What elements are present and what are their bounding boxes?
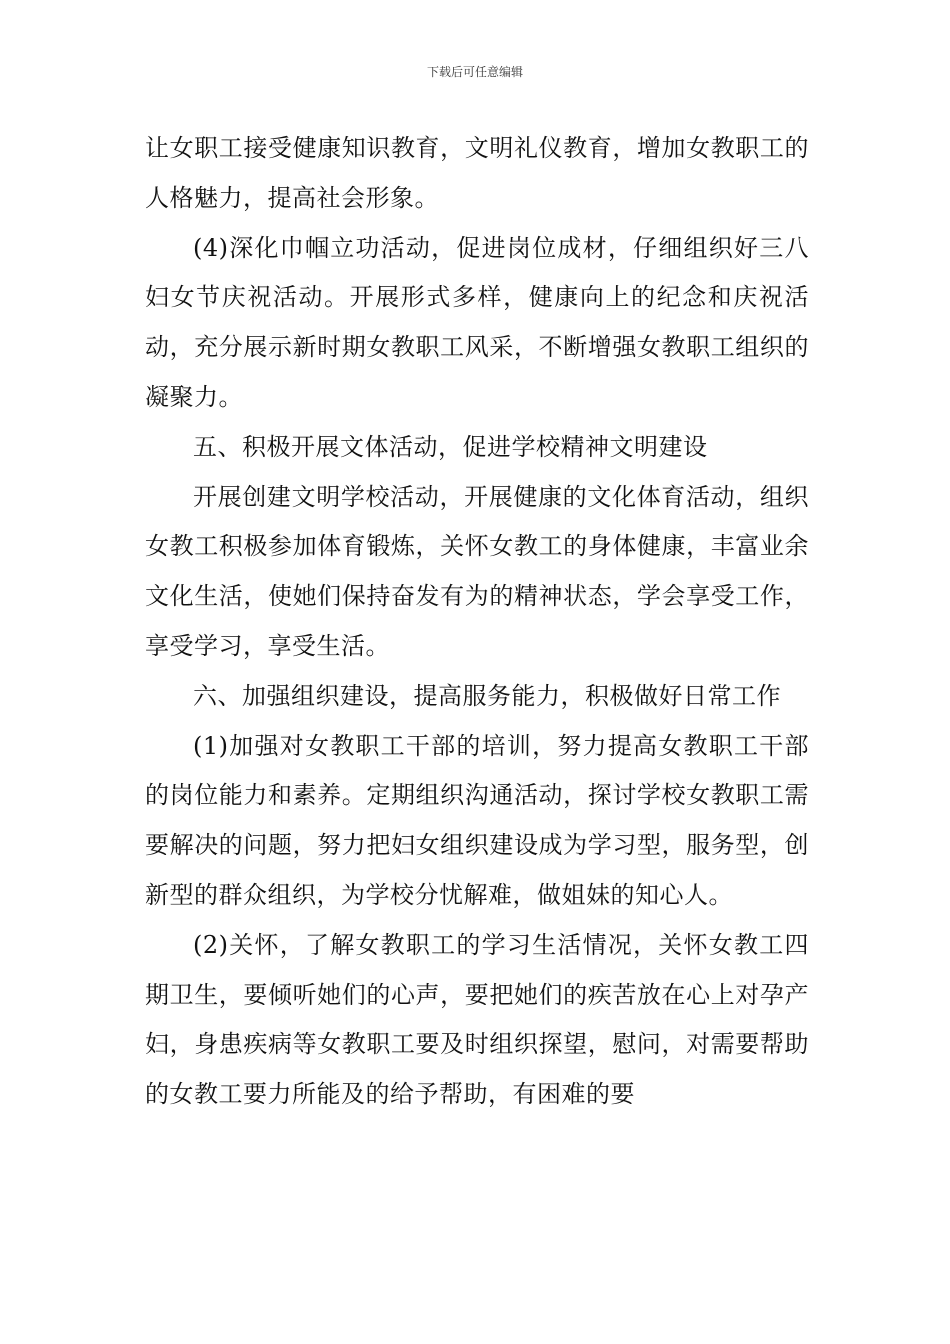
paragraph-item-2: (2)关怀，了解女教职工的学习生活情况，关怀女教工四期卫生，要倾听她们的心声，要把她们的疾苦放在心上对孕产妇，身患疾病等女教职工要及时组织探望，慰问，对需要帮助的女教工要力所能及的给予帮助，有困难的要 bbox=[145, 930, 809, 1109]
paragraph-section-5-body: 开展创建文明学校活动，开展健康的文化体育活动，组织女教工积极参加体育锻炼，关怀女教工的身体健康，丰富业余文化生活，使她们保持奋发有为的精神状态，学会享受工作，享受学习，享受生活。 bbox=[145, 482, 809, 660]
section-heading-6: 六、加强组织建设，提高服务能力，积极做好日常工作 bbox=[193, 681, 781, 710]
section-heading-5: 五、积极开展文体活动，促进学校精神文明建设 bbox=[193, 432, 708, 461]
paragraph-item-4: (4)深化巾帼立功活动，促进岗位成材，仔细组织好三八妇女节庆祝活动。开展形式多样，健康向上的纪念和庆祝活动，充分展示新时期女教职工风采，不断增强女教职工组织的凝聚力。 bbox=[145, 233, 809, 411]
document-body bbox=[145, 124, 809, 1120]
paragraph-item-1: (1)加强对女教职工干部的培训，努力提高女教职工干部的岗位能力和素养。定期组织沟通活动，探讨学校女教职工需要解决的问题，努力把妇女组织建设成为学习型，服务型，创新型的群众组织，为学校分忧解难，做姐妹的知心人。 bbox=[145, 731, 809, 909]
page-header-note: 下载后可任意编辑 bbox=[426, 65, 523, 79]
paragraph-continuation: 让女职工接受健康知识教育，文明礼仪教育，增加女教职工的人格魅力，提高社会形象。 bbox=[145, 134, 809, 212]
